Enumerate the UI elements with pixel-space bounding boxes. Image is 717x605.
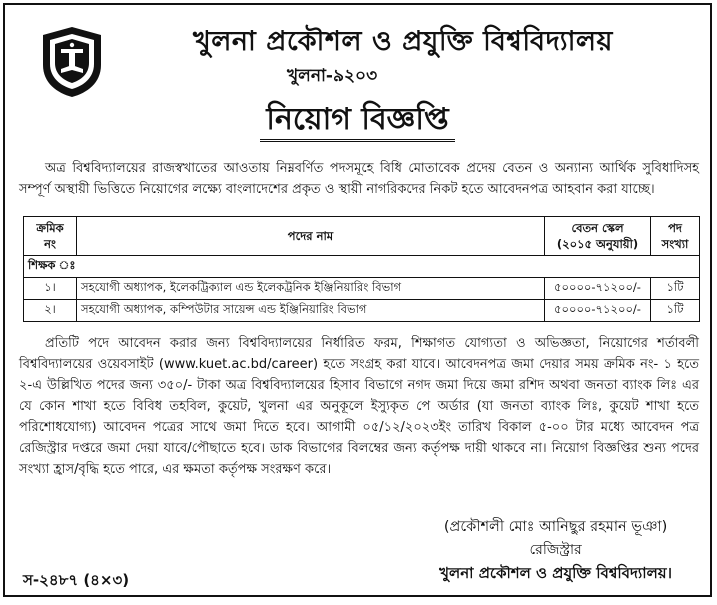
table-row [24,300,700,322]
signatory-designation: রেজিস্ট্রার [529,542,582,558]
table-row [24,278,700,300]
row-serial: ১। [24,278,77,300]
notice-page [3,3,712,597]
table-header-row [24,217,700,256]
header-post-count [651,217,700,256]
header-post: পদের নাম [77,217,545,256]
application-instructions: প্রতিটি পদে আবেদন করার জন্য বিশ্ববিদ্যালয়ের নির্ধারিত ফরম, শিক্ষাগত যোগ্যতা ও অভিজ্ঞতা, নিয়োগের শর্তাবলী বিশ্ববিদ্যালয়ের ওয়েবসাইট (www.kuet.ac.bd/career) হতে সংগ্রহ করা যাবে। আবেদনপত্র জমা দেয়ার সময় ক্রমিক নং- ১ হতে ২-এ উল্লিখিত পদের জন্য ৩৫০/- টাকা অত্র বিশ্ববিদ্যালয়ের হিসাব বিভাগে নগদ জমা দিয়ে জমা রশিদ অথবা জনতা ব্যাংক লিঃ এর যে কোন শাখা হতে বিবিধ তহবিল, কুয়েট, খুলনা এর অনুকূলে ইস্যুকৃত পে অর্ডার (যা জনতা ব্যাংক লিঃ, কুয়েট শাখা হতে পরিশোধযোগ্য) আবেদন পত্রের সাথে জমা দিতে হবে। আগামী ০৫/১২/২০২৩ইং তারিখ বিকাল ৫-০০ টার মধ্যে আবেদন পত্র রেজিস্ট্রার দপ্তরে জমা দেয়া যাবে/পৌছাতে হবে। ডাক বিভাগের বিলম্বের জন্য কর্তৃপক্ষ দায়ী থাকবে না। নিয়োগ বিজ্ঞপ্তির শুন্য পদের সংখ্যা হ্রাস/বৃদ্ধি হতে পারে, এর ক্ষমতা কর্তৃপক্ষ সংরক্ষণ করে। [19,336,699,477]
row-post: সহযোগী অধ্যাপক, ইলেকট্রিক্যাল এন্ড ইলেকট্রনিক ইঞ্জিনিয়ারিং বিভাগ [77,278,545,300]
notice-heading: নিয়োগ বিজ্ঞপ্তি [260,102,454,142]
header-pay-line1: বেতন স্কেল [571,221,624,235]
header-serial-line1: ক্রমিক [36,221,64,235]
row-post: সহযোগী অধ্যাপক, কম্পিউটার সায়েন্স এন্ড ইঞ্জিনিয়ারিং বিভাগ [77,300,545,322]
heading-wrapper [5,102,710,142]
header-pay-scale [545,217,651,256]
header-serial [24,217,77,256]
city-line: খুলনা-৯২০৩ [287,66,378,86]
category-row [24,256,700,278]
header-count-line1: পদ [668,221,682,235]
category-label: শিক্ষক ঃ [24,256,700,278]
header-serial-line2: নং [44,237,56,251]
row-pay: ৫০০০০-৭১২০০/- [545,278,651,300]
row-count: ১টি [651,278,700,300]
header-count-line2: সংখ্যা [661,237,689,251]
row-pay: ৫০০০০-৭১২০০/- [545,300,651,322]
signatory-organization: খুলনা প্রকৌশল ও প্রযুক্তি বিশ্ববিদ্যালয়। [439,564,672,582]
row-serial: ২। [24,300,77,322]
university-logo-icon [39,25,105,99]
row-count: ১টি [651,300,700,322]
reference-number: স-২৪৮৭ (৪×৩) [23,571,130,589]
intro-paragraph: অত্র বিশ্ববিদ্যালয়ের রাজস্বখাতের আওতায় নিম্নবর্ণিত পদসমূহে বিধি মোতাবেক প্রদেয় বেতন ও অন্যান্য আর্থিক সুবিধাদিসহ সম্পূর্ণ অস্থায়ী ভিত্তিতে নিয়োগের লক্ষ্যে বাংলাদেশের প্রকৃত ও স্থায়ী নাগরিকদের নিকট হতে আবেদনপত্র আহবান করা যাচ্ছে। [19,161,699,197]
notice-header [5,5,710,100]
vacancy-table [23,216,700,322]
university-title: খুলনা প্রকৌশল ও প্রযুক্তি বিশ্ববিদ্যালয় [193,26,613,57]
header-pay-line2: (২০১৫ অনুযায়ী) [556,237,639,251]
signature-block [439,516,672,585]
signatory-name: (প্রকৌশলী মোঃ আনিছুর রহমান ভূঞা) [443,519,668,535]
